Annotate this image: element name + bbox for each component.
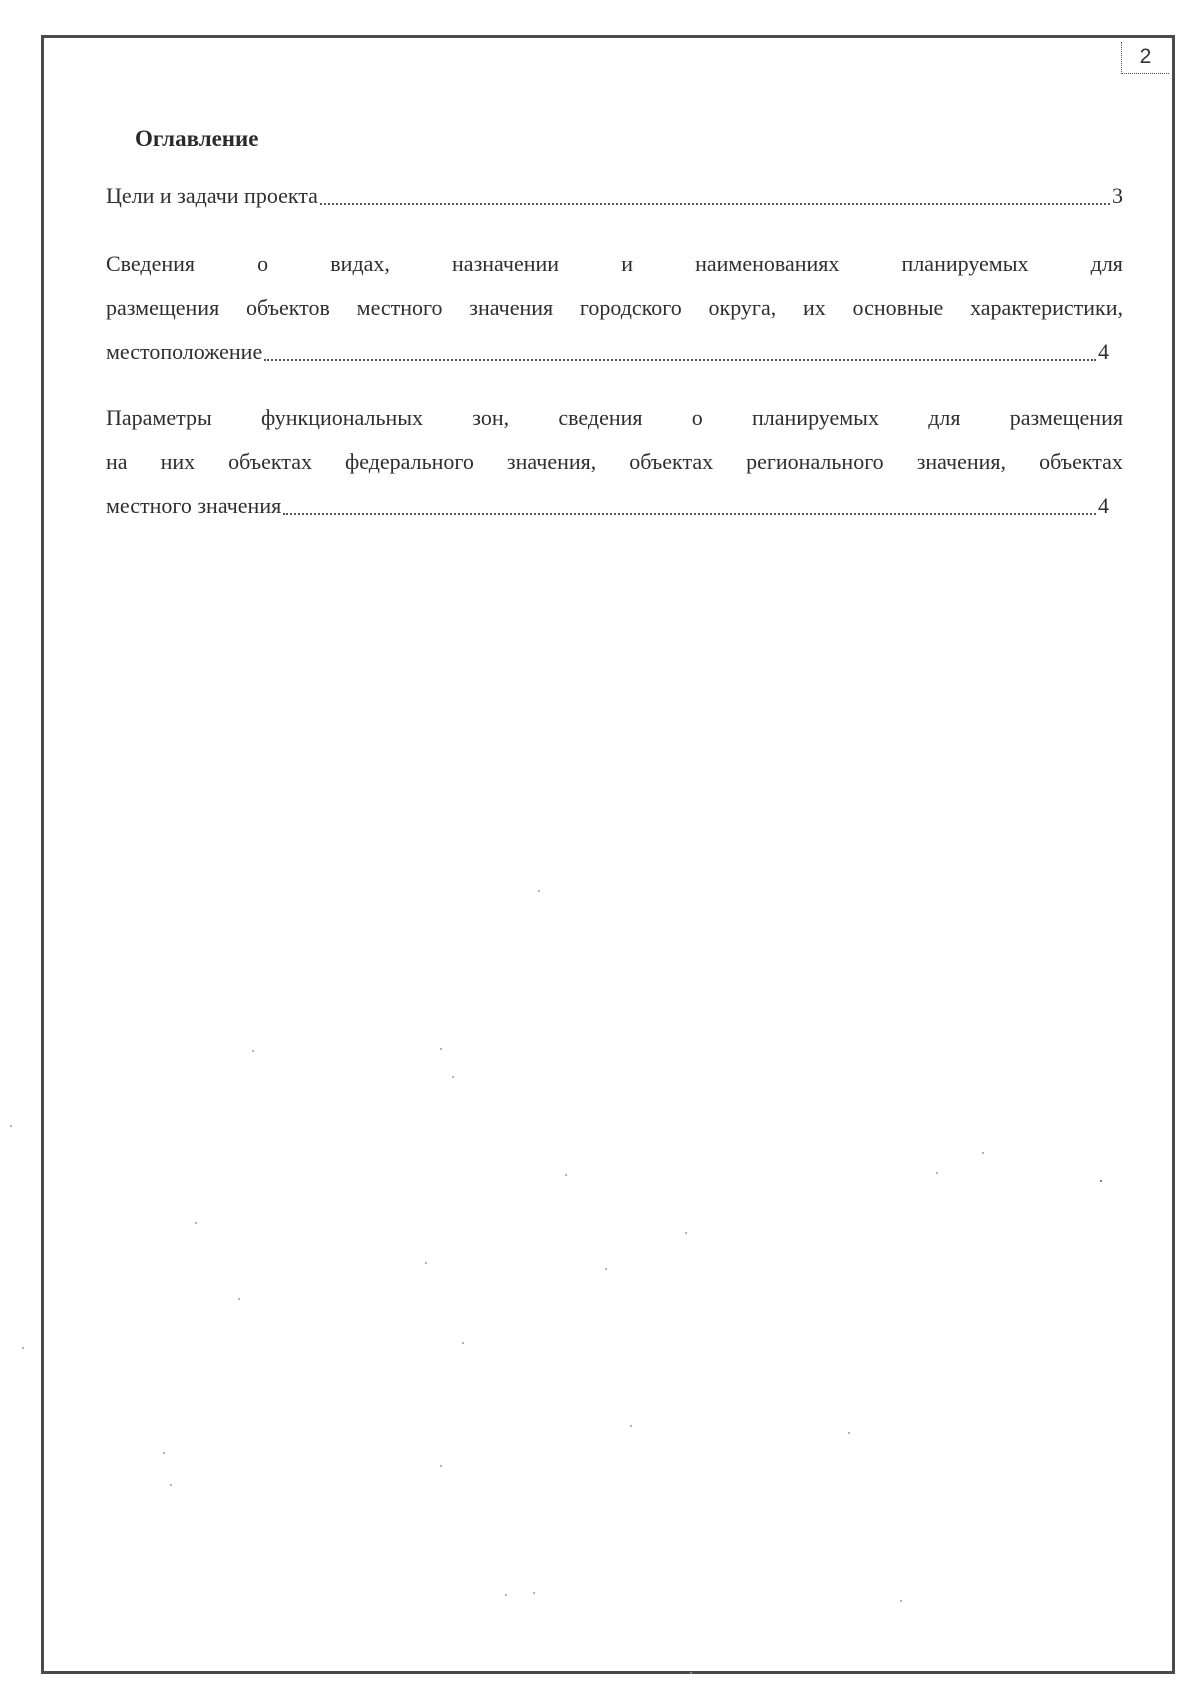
toc-entry-functional-zones[interactable] bbox=[106, 396, 1123, 528]
toc-entry-text: Цели и задачи проекта bbox=[106, 183, 318, 208]
toc-entry-line bbox=[106, 286, 1123, 330]
toc-page-ref: 4 bbox=[1098, 493, 1109, 518]
toc-entry-line bbox=[106, 440, 1123, 484]
toc-entry-text: размещения объектов местного значения городского округа, их основные характеристики, bbox=[106, 295, 1123, 320]
toc-entry-text: местного значения bbox=[106, 493, 282, 518]
toc-entry-goals[interactable] bbox=[106, 174, 1123, 218]
page-number: 2 bbox=[1121, 42, 1169, 74]
toc-entry-text: местоположение bbox=[106, 339, 263, 364]
dot-leader bbox=[283, 512, 1096, 515]
toc-entry-text: на них объектах федерального значения, объектах регионального значения, объектах bbox=[106, 449, 1123, 474]
toc-entry-text: Параметры функциональных зон, сведения о планируемых для размещения bbox=[106, 405, 1123, 430]
dot-leader bbox=[320, 202, 1110, 205]
toc-entry-line bbox=[106, 396, 1123, 440]
toc-page-ref: 3 bbox=[1112, 183, 1123, 208]
page-frame bbox=[41, 35, 1175, 1674]
toc-heading: Оглавление bbox=[135, 126, 259, 151]
toc-page-ref: 4 bbox=[1098, 339, 1109, 364]
toc-entry-line bbox=[106, 242, 1123, 286]
dot-leader bbox=[264, 358, 1096, 361]
toc-entry-text: Сведения о видах, назначении и наименованиях планируемых для bbox=[106, 251, 1123, 276]
toc-entry-local-objects[interactable] bbox=[106, 242, 1123, 374]
